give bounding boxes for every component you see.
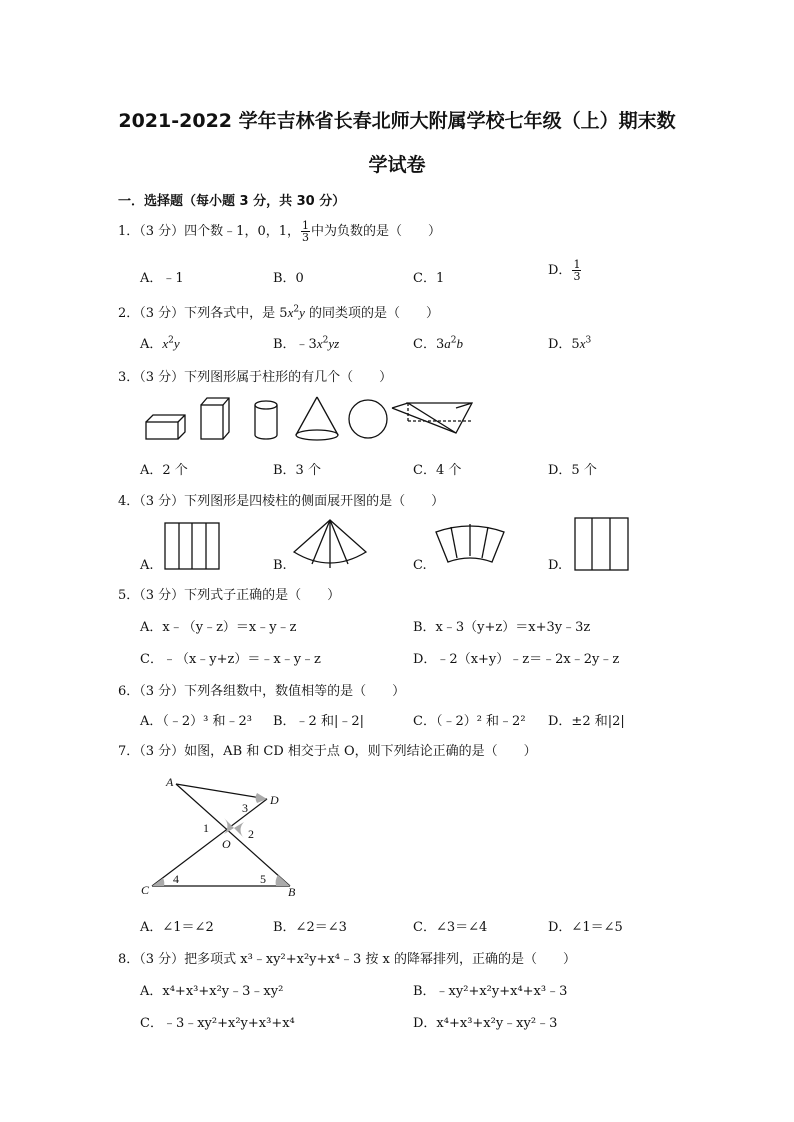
question-7: 7．（3 分）如图，AB 和 CD 相交于点 O，则下列结论正确的是（ ） — [118, 744, 537, 759]
q8-option-a[interactable]: A．x⁴+x³+x²y﹣3﹣xy² — [140, 984, 284, 999]
cone-shape — [296, 397, 338, 440]
q1-option-c[interactable]: C．1 — [413, 271, 445, 286]
q2-option-c[interactable]: C．$3a^2b$ — [413, 335, 463, 352]
fig-label-o: O — [222, 837, 231, 851]
fig-label-b: B — [288, 885, 296, 898]
title-line-1: 2021-2022 学年吉林省长春北师大附属学校七年级（上）期末数 — [118, 110, 676, 132]
fig-label-d: D — [270, 793, 279, 807]
q7-geometry-figure — [136, 772, 306, 898]
q3-option-b[interactable]: B．3 个 — [273, 463, 321, 478]
q8-option-d[interactable]: D．x⁴+x³+x²y﹣xy²﹣3 — [413, 1016, 558, 1031]
q2-option-d[interactable]: D．$5x^3$ — [548, 335, 592, 352]
q2-option-b[interactable]: B．$﹣3x^2yz$ — [273, 335, 340, 352]
cylinder-shape — [255, 401, 277, 439]
q8-option-c[interactable]: C．﹣3﹣xy²+x²y+x³+x⁴ — [140, 1016, 295, 1031]
q4-option-c[interactable]: C. — [413, 558, 427, 573]
triangular-prism-shape — [392, 403, 472, 433]
fig-angle-2: 2 — [248, 827, 254, 841]
fig-angle-1: 1 — [203, 821, 209, 835]
q3-option-a[interactable]: A．2 个 — [140, 463, 188, 478]
fraction: $\frac{1}{3}$ — [302, 219, 309, 244]
question-8: 8．（3 分）把多项式 x³﹣xy²+x²y+x⁴﹣3 按 x 的降幂排列，正确的是（ ） — [118, 952, 576, 967]
q6-option-b[interactable]: B．﹣2 和|﹣2| — [273, 714, 364, 729]
q4-option-d[interactable]: D. — [548, 558, 563, 573]
q5-option-a[interactable]: A．x﹣（y﹣z）＝x﹣y﹣z — [140, 620, 297, 635]
title-line-2: 学试卷 — [368, 154, 426, 176]
q7-option-c[interactable]: C．∠3＝∠4 — [413, 920, 488, 935]
q3-option-c[interactable]: C．4 个 — [413, 463, 462, 478]
q7-option-d[interactable]: D．∠1＝∠5 — [548, 920, 623, 935]
q6-option-a[interactable]: A．（﹣2）³ 和﹣2³ — [140, 714, 252, 729]
q4-figure-a — [163, 521, 223, 571]
question-4: 4．（3 分）下列图形是四棱柱的侧面展开图的是（ ） — [118, 494, 445, 509]
section-heading: 一．选择题（每小题 3 分，共 30 分） — [118, 194, 346, 209]
q1-option-b[interactable]: B．0 — [273, 271, 304, 286]
sphere-shape — [349, 400, 387, 438]
q6-option-d[interactable]: D．±2 和|2| — [548, 714, 625, 729]
question-6: 6．（3 分）下列各组数中，数值相等的是（ ） — [118, 684, 406, 699]
q3-option-d[interactable]: D．5 个 — [548, 463, 597, 478]
q4-option-a[interactable]: A. — [140, 558, 154, 573]
fig-label-a: A — [166, 775, 174, 789]
q5-option-b[interactable]: B．x﹣3（y+z）＝x+3y﹣3z — [413, 620, 591, 635]
fig-angle-4: 4 — [173, 872, 179, 886]
fig-angle-5: 5 — [260, 872, 266, 886]
q5-option-d[interactable]: D．﹣2（x+y）﹣z＝﹣2x﹣2y﹣z — [413, 652, 620, 667]
q4-figure-b — [290, 518, 370, 573]
q7-option-a[interactable]: A．∠1＝∠2 — [140, 920, 214, 935]
q4-figure-d — [573, 516, 631, 572]
prism-shape — [201, 398, 229, 439]
question-2: 2．（3 分）下列各式中，是 $5x^2y$ 的同类项的是（ ） — [118, 304, 440, 321]
q7-option-b[interactable]: B．∠2＝∠3 — [273, 920, 347, 935]
q8-option-b[interactable]: B．﹣xy²+x²y+x⁴+x³﹣3 — [413, 984, 568, 999]
question-1: 1．（3 分）四个数﹣1，0，1， $\frac{1}{3}$ 中为负数的是（ ） — [118, 219, 442, 244]
q4-option-b[interactable]: B. — [273, 558, 287, 573]
q5-option-c[interactable]: C．﹣（x﹣y+z）＝﹣x﹣y﹣z — [140, 652, 321, 667]
q4-figure-c — [430, 518, 510, 573]
q1-option-a[interactable]: A．﹣1 — [140, 271, 184, 286]
q6-option-c[interactable]: C．（﹣2）² 和﹣2² — [413, 714, 526, 729]
fig-angle-3: 3 — [242, 801, 248, 815]
fig-label-c: C — [141, 883, 150, 897]
question-5: 5．（3 分）下列式子正确的是（ ） — [118, 588, 341, 603]
q1-option-d[interactable]: D． $\frac{1}{3}$ — [548, 258, 581, 283]
q3-shapes-figure — [140, 395, 480, 447]
q2-option-a[interactable]: A．$x^2y$ — [140, 335, 180, 352]
question-3: 3．（3 分）下列图形属于柱形的有几个（ ） — [118, 370, 393, 385]
cuboid-shape — [146, 415, 185, 439]
